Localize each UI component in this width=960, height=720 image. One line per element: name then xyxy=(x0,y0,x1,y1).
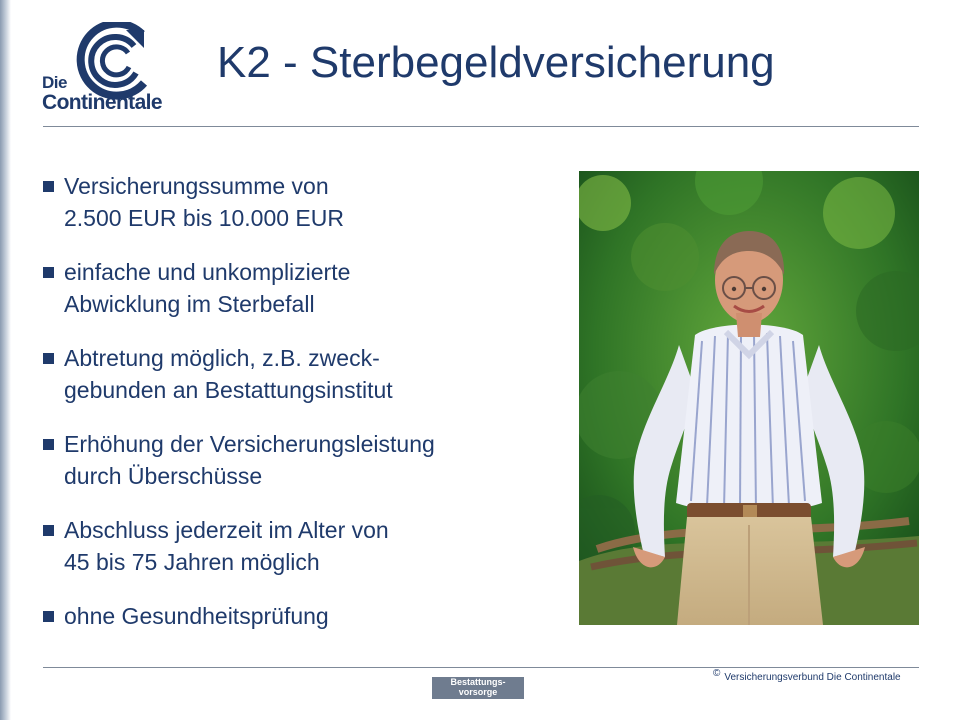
footer-divider xyxy=(43,667,919,668)
man-in-garden-photo xyxy=(579,171,919,625)
bullet-line-2: Abwicklung im Sterbefall xyxy=(64,291,315,317)
bullet-square-icon xyxy=(43,353,54,364)
bullet-item-insurance-sum xyxy=(43,170,563,234)
copyright-symbol: © xyxy=(713,668,721,679)
bullet-line-1: Abschluss jederzeit im Alter von xyxy=(64,517,389,543)
section-tag xyxy=(432,677,524,699)
man-portrait-illustration xyxy=(579,171,919,625)
header-divider xyxy=(43,126,919,127)
bullet-line-2: gebunden an Bestattungsinstitut xyxy=(64,377,393,403)
slide-title: K2 - Sterbegeldversicherung xyxy=(217,38,775,87)
logo-wordmark xyxy=(42,74,162,113)
bullet-item-benefit-increase xyxy=(43,428,563,492)
bullet-item-entry-age xyxy=(43,514,563,578)
bullet-item-simple-processing xyxy=(43,256,563,320)
bullet-square-icon xyxy=(43,181,54,192)
bullet-line-2: 45 bis 75 Jahren möglich xyxy=(64,549,320,575)
logo-die-text: Die xyxy=(42,73,67,92)
bullet-list xyxy=(43,170,563,632)
bullet-line-1: Versicherungssumme von xyxy=(64,173,329,199)
bullet-square-icon xyxy=(43,611,54,622)
bullet-item-assignment xyxy=(43,342,563,406)
bullet-line-2: 2.500 EUR bis 10.000 EUR xyxy=(64,205,344,231)
bullet-line-2: durch Überschüsse xyxy=(64,463,263,489)
bullet-line-1: ohne Gesundheitsprüfung xyxy=(64,603,329,629)
section-tag-line-2: vorsorge xyxy=(458,687,498,697)
bullet-item-no-health-check xyxy=(43,600,563,632)
slide-left-accent-bar xyxy=(0,0,11,720)
bullet-line-1: Erhöhung der Versicherungsleistung xyxy=(64,431,435,457)
bullet-line-1: Abtretung möglich, z.B. zweck- xyxy=(64,345,380,371)
copyright-text: Versicherungsverbund Die Continentale xyxy=(724,672,901,683)
bullet-line-1: einfache und unkomplizierte xyxy=(64,259,351,285)
bullet-square-icon xyxy=(43,439,54,450)
continentale-logo xyxy=(40,22,190,114)
copyright-notice xyxy=(713,668,919,683)
bullet-square-icon xyxy=(43,267,54,278)
bullet-square-icon xyxy=(43,525,54,536)
logo-continentale-text: Continentale xyxy=(42,91,162,114)
section-tag-line-1: Bestattungs- xyxy=(450,677,506,687)
